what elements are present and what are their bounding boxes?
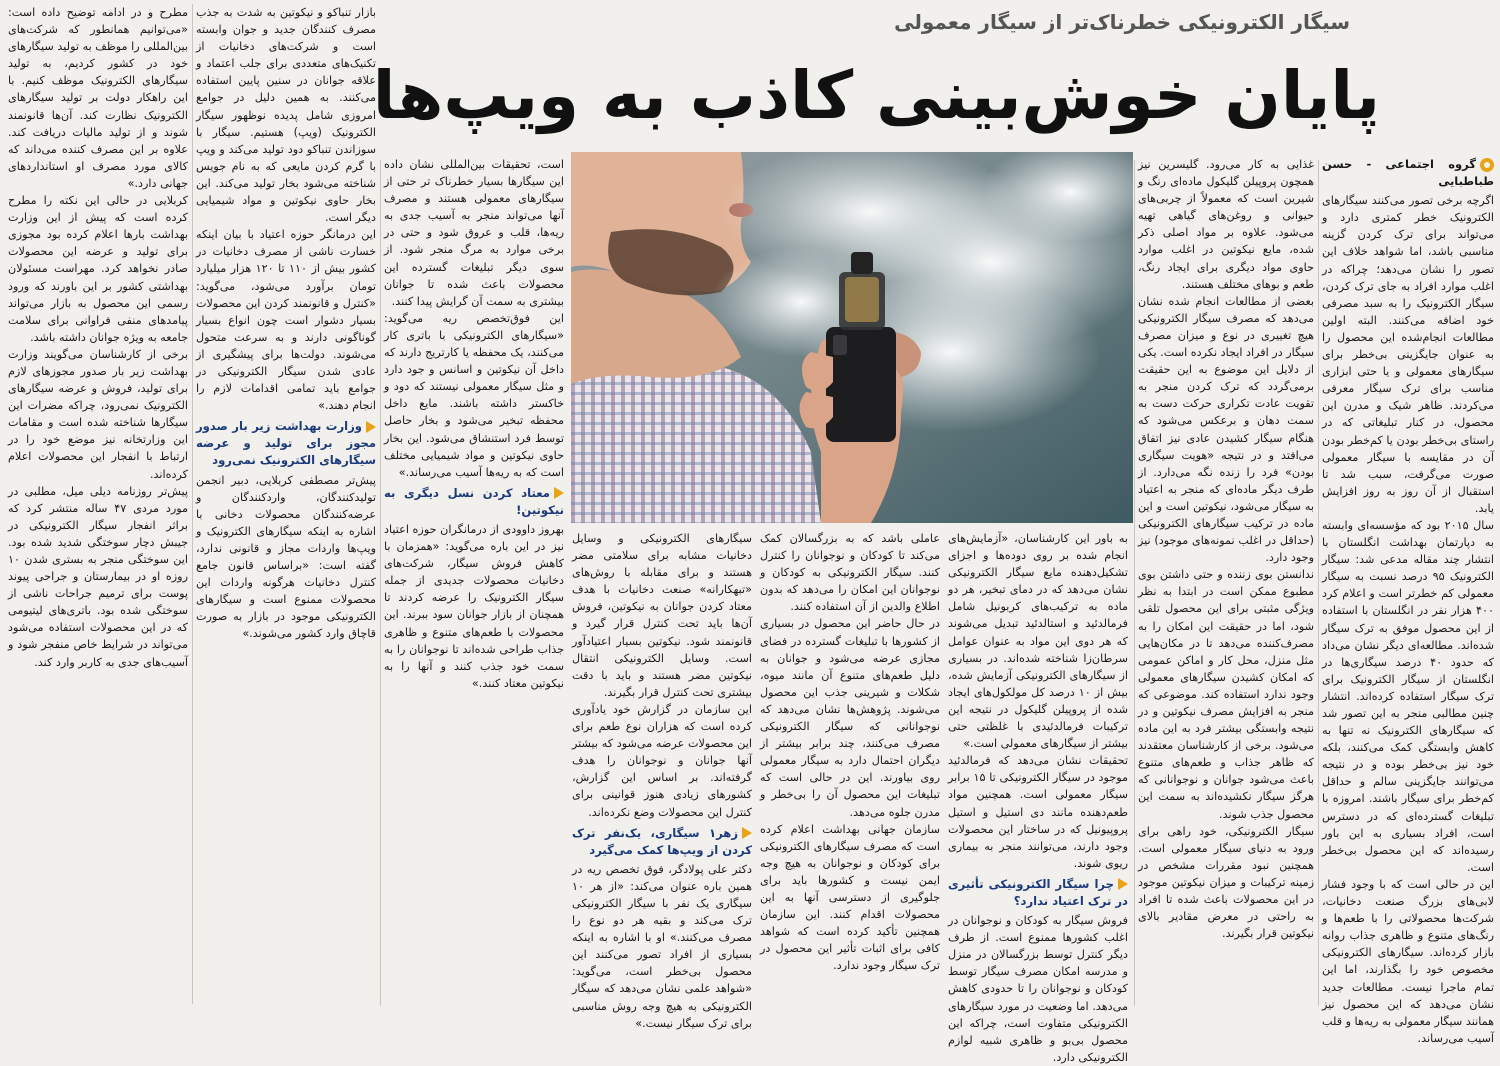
vaping-person-illustration [571, 152, 1133, 523]
article-column-3 [948, 530, 1129, 1064]
bullet-icon [366, 421, 376, 433]
paragraph: به باور این کارشناسان، «آزمایش‌های انجام شده بر روی دوده‌ها و اجزای تشکیل‌دهنده مایع سیگار الکترونیکی نشان می‌دهد که در دمای تبخیر، هر دو ماده به ترکیب‌های کربونیل شامل فرمالدئید و استالدئید تبدیل می‌شوند که هر دوی این مواد به عنوان عوامل سرطان‌زا شناخته شده‌اند. در بسیاری از سیگارهای الکترونیکی آزمایش شده، بیش از ۱۰ درصد کل مولکول‌های ایجاد شده از پروپیلن گلیکول در نتیجه این ترکیبات فرمالدئیدی با غلظتی حتی بیشتر از سیگارهای معمولی است.» [948, 532, 1128, 751]
paragraph: این سازمان در گزارش خود یادآوری کرده است که هزاران نوع طعم برای این محصولات عرضه می‌شود که بیشتر آنها جوانان و نوجوانان را هدف گرفته‌اند. بر اساس این گزارش، کشورهای زیادی هنوز قوانینی برای کنترل این محصولات وضع نکرده‌اند. [572, 702, 752, 819]
paragraph: بعضی از مطالعات انجام شده نشان می‌دهد که مصرف سیگار الکترونیکی هیچ تغییری در نوع و میزان مصرف سیگار در افراد ایجاد نکرده است. یکی از دلایل این موضوع به این حقیقت برمی‌گردد که ترک کردن منجر به تقویت عادت تکراری حرکت دست به سمت دهان و برعکس می‌شود که هنگام سیگار کشیدن عادی نیز اتفاق می‌افتد و در نتیجه «هویت سیگاری بودن» فرد را زنده نگه می‌دارد. از طرف دیگر ماده‌ای که منجر به اعتیاد به سیگار می‌شود، نیکوتین است و این ماده در ترکیب سیگارهای الکترونیکی (حداقل در اغلب نمونه‌های موجود) نیز وجود دارد. [1138, 294, 1314, 565]
subheading: وزارت بهداشت زیر بار صدور مجوز برای تولید و عرضه سیگارهای الکترونیک نمی‌رود [196, 419, 376, 468]
subheading: معتاد کردن نسل دیگری به نیکوتین! [384, 485, 564, 517]
paragraph: تحقیقات نشان می‌دهد که فرمالدئید موجود در سیگار الکترونیکی تا ۱۵ برابر سیگار معمولی است. همچنین مواد طعم‌دهنده مانند دی استیل و استیل پروپیونیل که در ساختار این محصولات وجود دارند، می‌توانند منجر به بیماری ریوی شوند. [948, 754, 1129, 870]
article-column-1 [1322, 156, 1494, 1045]
article-column-5 [572, 530, 752, 1030]
subheading: چرا سیگار الکترونیکی تأثیری در ترک اعتیاد ندارد؟ [948, 876, 1128, 908]
paragraph: این در حالی است که با وجود فشار لابی‌های بزرگ صنعت دخانیات، شرکت‌ها محصولاتی را با طعم‌ها و رنگ‌های متنوع و ظاهری جذاب روانه بازار کرده‌اند. سیگارهای الکترونیکی مخصوص خود را بگذارند، اما این تمام ماجرا نیست. مطالعات جدید نشان می‌دهد که این محصول نیز همانند سیگار معمولی به ریه‌ها و قلب آسیب می‌رساند. [1322, 877, 1494, 1045]
paragraph: ندانستن بوی زننده و حتی داشتن بوی مطبوع ممکن است در ابتدا به نظر ویژگی مثبتی برای این محصول تلقی شود، اما در حقیقت این امکان را به مصرف‌کننده می‌دهد تا در مکان‌هایی مثل منزل، محل کار و اماکن عمومی که امکان کشیدن سیگارهای معمولی وجود ندارد استفاده کند. موضوعی که منجر به افزایش مصرف نیکوتین و در نتیجه وابستگی بیشتر فرد به این ماده می‌شود. برخی از کارشناسان معتقدند که ظاهر جذاب و طعم‌های متنوع باعث می‌شود جوانان و نوجوانانی که هرگز سیگار نکشیده‌اند به سمت این محصول جذب شوند. [1138, 568, 1314, 821]
paragraph: فروش سیگار به کودکان و نوجوانان در اغلب کشورها ممنوع است. از طرف دیگر کنترل توسط بزرگسالان در منزل و مدرسه امکان مصرف سیگار توسط کودکان و نوجوانان را تا حدودی کاهش می‌دهد. اما وضعیت در مورد سیگارهای الکترونیکی متفاوت است، چراکه این محصول بی‌بو و ظاهری شبیه لوازم الکترونیکی دارد. [948, 914, 1128, 1064]
bullet-icon [742, 827, 752, 839]
column-divider [380, 160, 381, 1006]
author-byline: گروه اجتماعی - حسن طباطبایی [1322, 157, 1494, 189]
paragraph: این فوق‌تخصص ریه می‌گوید: «سیگارهای الکترونیکی با باتری کار می‌کنند، یک محفظه یا کارتریج دارند که داخل آن نیکوتین و اسانس و جود دارد و مثل سیگار معمولی نیستند که دود و خاکستر داشته باشند. مایع داخل محفظه تبخیر می‌شود و بخار حاصل توسط فرد استنشاق می‌شود. این بخار حاوی نیکوتین و مواد شیمیایی مختلف است که به ریه‌ها آسیب می‌رساند.» [384, 311, 564, 479]
paragraph: بهروز داوودی از درمانگران حوزه اعتیاد نیز در این باره می‌گوید: «همزمان با کاهش فروش سیگار، شرکت‌های دخانیات محصولات جدیدی از جمله سیگار الکترونیک را عرضه کردند تا همچنان از بازار جوانان سود ببرند. این محصولات با طعم‌های متنوع و ظاهری جذاب طراحی شده‌اند تا نوجوانان را به سمت خود جذب کنند و آنها را به نیکوتین معتاد کنند.» [384, 522, 564, 690]
column-divider [192, 4, 193, 1004]
paragraph: سیگار الکترونیکی، خود راهی برای ورود به دنیای سیگار معمولی است. همچنین نبود مقررات مشخص در زمینه ترکیبات و میزان نیکوتین موجود در این محصولات باعث شده تا افراد به راحتی در معرض مقادیر بالای نیکوتین قرار بگیرند. [1138, 824, 1314, 941]
column-divider [1318, 160, 1319, 1006]
article-headline: پایان خوش‌بینی کاذب به ویپ‌ها [372, 57, 1380, 134]
paragraph: غذایی به کار می‌رود. گلیسرین نیز همچون پروپیلن گلیکول ماده‌ای رنگ و شیرین است که معمولاً از چربی‌های حیوانی و روغن‌های گیاهی تهیه می‌شود. علاوه بر مواد اصلی ذکر شده، مایع نیکوتین در اغلب موارد حاوی مواد دیگری برای ایجاد رنگ، طعم و بوهای مختلف هستند. [1138, 158, 1314, 291]
column-divider [1134, 160, 1135, 1006]
paragraph: پیش‌تر مصطفی کربلایی، دبیر انجمن تولیدکنندگان، واردکنندگان و عرضه‌کنندگان محصولات دخانی با اشاره به اینکه سیگارهای الکترونیک و ویپ‌ها واردات مجاز و قانونی ندارد، گفته است: «براساس قانون جامع کنترل دخانیات هرگونه واردات این محصولات ممنوع است و سیگارهای الکترونیکی موجود در بازار به صورت قاچاق وارد کشور می‌شوند.» [196, 473, 376, 641]
paragraph: است، تحقیقات بین‌المللی نشان داده این سیگارها بسیار خطرناک تر حتی از سیگارهای معمولی هستند و مصرف آنها می‌تواند منجر به آسیب جدی به ریه‌ها، قلب و عروق شود و حتی در برخی موارد به مرگ منجر شود. از سوی دیگر تبلیغات گسترده این محصولات باعث شده تا جوانان بیشتری به سمت آن گرایش پیدا کنند. [384, 158, 564, 308]
paragraph: کربلایی در حالی این نکته را مطرح کرده است که پیش از این وزارت بهداشت بارها اعلام کرده بود مجوزی برای تولید و عرضه این محصولات صادر نخواهد کرد. مهراست مسئولان بهداشتی کشور بر این باورند که ورود رسمی این محصول به بازار می‌تواند پیامدهای منفی فراوانی برای سلامت جامعه به ویژه جوانان داشته باشد. [8, 194, 188, 344]
bullet-icon [1118, 878, 1128, 890]
paragraph: در حال حاضر این محصول در بسیاری از کشورها با تبلیغات گسترده در فضای مجازی عرضه می‌شود و جوانان به دلیل طعم‌های متنوع آن مانند میوه، شکلات و شیرینی جذب این محصول می‌شوند. پژوهش‌ها نشان می‌دهد که نوجوانانی که سیگار الکترونیکی مصرف می‌کنند، چند برابر بیشتر از دیگران احتمال دارد به سیگار معمولی روی بیاورند. این در حالی است که تبلیغات این محصول آن را بی‌خطر و مدرن جلوه می‌دهد. [760, 617, 940, 819]
article-column-8 [8, 4, 188, 1006]
paragraph: این درمانگر حوزه اعتیاد با بیان اینکه خسارت ناشی از مصرف دخانیات در کشور بیش از ۱۱۰ تا ۱۲۰ هزار میلیارد تومان برآورد می‌شود، می‌گوید: «کنترل و قانونمند کردن این محصولات بسیار دشوار است چون انواع بسیار گوناگونی دارند و به سرعت متحول می‌شوند. دولت‌ها برای پیشگیری از عادی شدن سیگار الکترونیکی در جوامع باید تمامی اقدامات لازم را انجام دهند.» [196, 228, 377, 413]
paragraph: سازمان جهانی بهداشت اعلام کرده است که مصرف سیگارهای الکترونیکی برای کودکان و نوجوانان به هیچ وجه ایمن نیست و کشورها باید برای جلوگیری از دسترسی آنها به این محصولات اقدام کنند. این سازمان همچنین تأکید کرده است که شواهد کافی برای اثبات تأثیر این محصول در ترک سیگار وجود ندارد. [760, 822, 940, 973]
article-kicker: سیگار الکترونیکی خطرناک‌تر از سیگار معمولی [894, 10, 1350, 34]
paragraph: مطرح و در ادامه توضیح داده است: «می‌توانیم همانطور که شرکت‌های بین‌المللی را موظف به تولید سیگارهای خود در کشور کردیم، به تولید سیگارهای الکترونیک موظف کنیم. با این راهکار دولت بر تولید سیگارهای الکترونیک نظارت کند. آن‌ها قانونمند شوند و از تولید مالیات دریافت کند. علاوه بر این مصرف کننده می‌داند که کالای مورد مصرف او استانداردهای جهانی دارد.» [8, 6, 188, 190]
paragraph: دکتر علی پولادگر، فوق تخصص ریه در همین باره عنوان می‌کند: «از هر ۱۰ سیگاری یک نفر با سیگار الکترونیکی ترک می‌کند و بقیه هر دو نوع را مصرف می‌کنند.» او با اشاره به اینکه بسیاری از افراد تصور می‌کنند این محصول بی‌خطر است، می‌گوید: «شواهد علمی نشان می‌دهد که سیگار الکترونیکی به هیچ وجه روش مناسبی برای ترک سیگار نیست.» [572, 862, 752, 1030]
paragraph: سال ۲۰۱۵ بود که مؤسسه‌ای وابسته به دپارتمان بهداشت انگلستان با انتشار چند مقاله مدعی شد: سیگار الکترونیک ۹۵ درصد نسبت به سیگار معمولی کم خطرتر است و اعلام کرد ۴۰۰ هزار نفر در انگلستان با استفاده از این محصول موفق به ترک سیگار شده‌اند. مطالعه‌ای دیگر نشان می‌داد که حدود ۴۰ درصد سیگاری‌ها در انگلستان از سیگار الکترونیک برای ترک سیگار استفاده کرده‌اند. انتشار چنین مطالبی منجر به این تصور شد که سیگارهای الکترونیک نه تنها به کاهش وابستگی کمک می‌کنند، بلکه خود نیز بی‌خطر بوده و در نتیجه می‌توانند جایگزینی سالم و حداقل کم‌خطر برای سیگار باشند. امروزه با تبلیغات گسترده‌ای که در دسترس است، افراد بسیاری به این باور رسیده‌اند که این محصول بی‌خطر است. [1322, 518, 1494, 874]
paragraph: اگرچه برخی تصور می‌کنند سیگارهای الکترونیک خطر کمتری دارد و می‌تواند برای ترک کردن گزینه مناسبی باشد، اما شواهد خلاف این تصور را نشان می‌دهد؛ چراکه در اغلب موارد افراد به جای ترک کردن، سیگار الکترونیک را به سبد مصرفی خود اضافه می‌کنند. البته اولین مطالعات انجام‌شده این محصول را به عنوان جایگزینی بی‌خطر برای سیگارهای معمولی و یا حتی ابزاری مناسب برای ترک سیگار معرفی می‌کردند. ظاهر شیک و مدرن این محصول، در کنار تبلیغاتی که در راستای بی‌خطر بودن یا کم‌خطر بودن آن در مقایسه با سیگار معمولی صورت می‌گرفت، سبب شد تا استقبال از آن روز به روز افزایش یابد. [1322, 194, 1494, 515]
article-photo-vaping [571, 152, 1133, 523]
paragraph: بازار تنباکو و نیکوتین به شدت به جذب مصرف کنندگان جدید و جوان وابسته است و شرکت‌های دخانیات از تکنیک‌های متعددی برای جلب اعتماد و علاقه جوانان در سنین پایین استفاده می‌کنند. به همین دلیل در جوامع امروزی شامل پدیده نوظهور سیگار الکترونیک (ویپ) هستیم. سیگار با سوزاندن تنباکو دود تولید می‌کند و ویپ با گرم کردن مایعی که به نام جویس شناخته می‌شود بخار تولید می‌کند. این بخار حاوی نیکوتین و مواد شیمیایی دیگر است. [196, 6, 376, 225]
paragraph: برخی از کارشناسان می‌گویند وزارت بهداشت زیر بار صدور مجوزهای لازم برای تولید، فروش و عرضه سیگارهای الکترونیک نمی‌رود، چراکه مضرات این سیگارها شناخته شده است و مقامات این وزارتخانه نیز موضع خود را در ارتباط با انفجار این محصولات اعلام کرده‌اند. [8, 347, 188, 481]
section-logo-icon [1480, 158, 1494, 172]
article-column-4 [760, 530, 940, 1006]
paragraph: سیگارهای الکترونیکی و وسایل دخانیات مشابه برای سلامتی مضر هستند و برای مقابله با روش‌های «تبهکارانه» صنعت دخانیات با هدف معتاد کردن جوانان به نیکوتین، فروش آن‌ها باید تحت کنترل قرار گیرد و قانونمند شود. نیکوتین بسیار اعتیادآور است. وسایل الکترونیکی انتقال نیکوتین مضر هستند و باید با دقت بیشتری تحت کنترل قرار بگیرند. [572, 532, 752, 699]
bullet-icon [554, 487, 564, 499]
article-column-6 [384, 156, 564, 1006]
paragraph: پیش‌تر روزنامه دیلی میل، مطلبی در مورد مردی ۴۷ ساله منتشر کرد که براثر انفجار سیگار الکترونیکی در جیبش دچار سوختگی شدید شده بود. این سوختگی منجر به بستری شدن ۱۰ روزه او در بیمارستان و جراحی پیوند پوست برای ترمیم جراحات ناشی از سوختگی شده بود. باتری‌های لیتیومی که در این محصولات استفاده می‌شود می‌تواند در شرایط خاص منفجر شود و آسیب‌های جدی به کاربر وارد کند. [8, 484, 188, 669]
article-column-2 [1138, 156, 1314, 1006]
subheading: زهر۱ سیگاری، یک‌نفر ترک کردن از ویپ‌ها کمک می‌گیرد [572, 825, 752, 857]
article-column-7 [196, 4, 376, 1006]
paragraph: عاملی باشد که به بزرگسالان کمک می‌کند تا کودکان و نوجوانان را کنترل کنند. سیگار الکترونیکی به کودکان و نوجوانان این امکان را می‌دهد که بدون اطلاع والدین از آن استفاده کنند. [760, 532, 940, 614]
